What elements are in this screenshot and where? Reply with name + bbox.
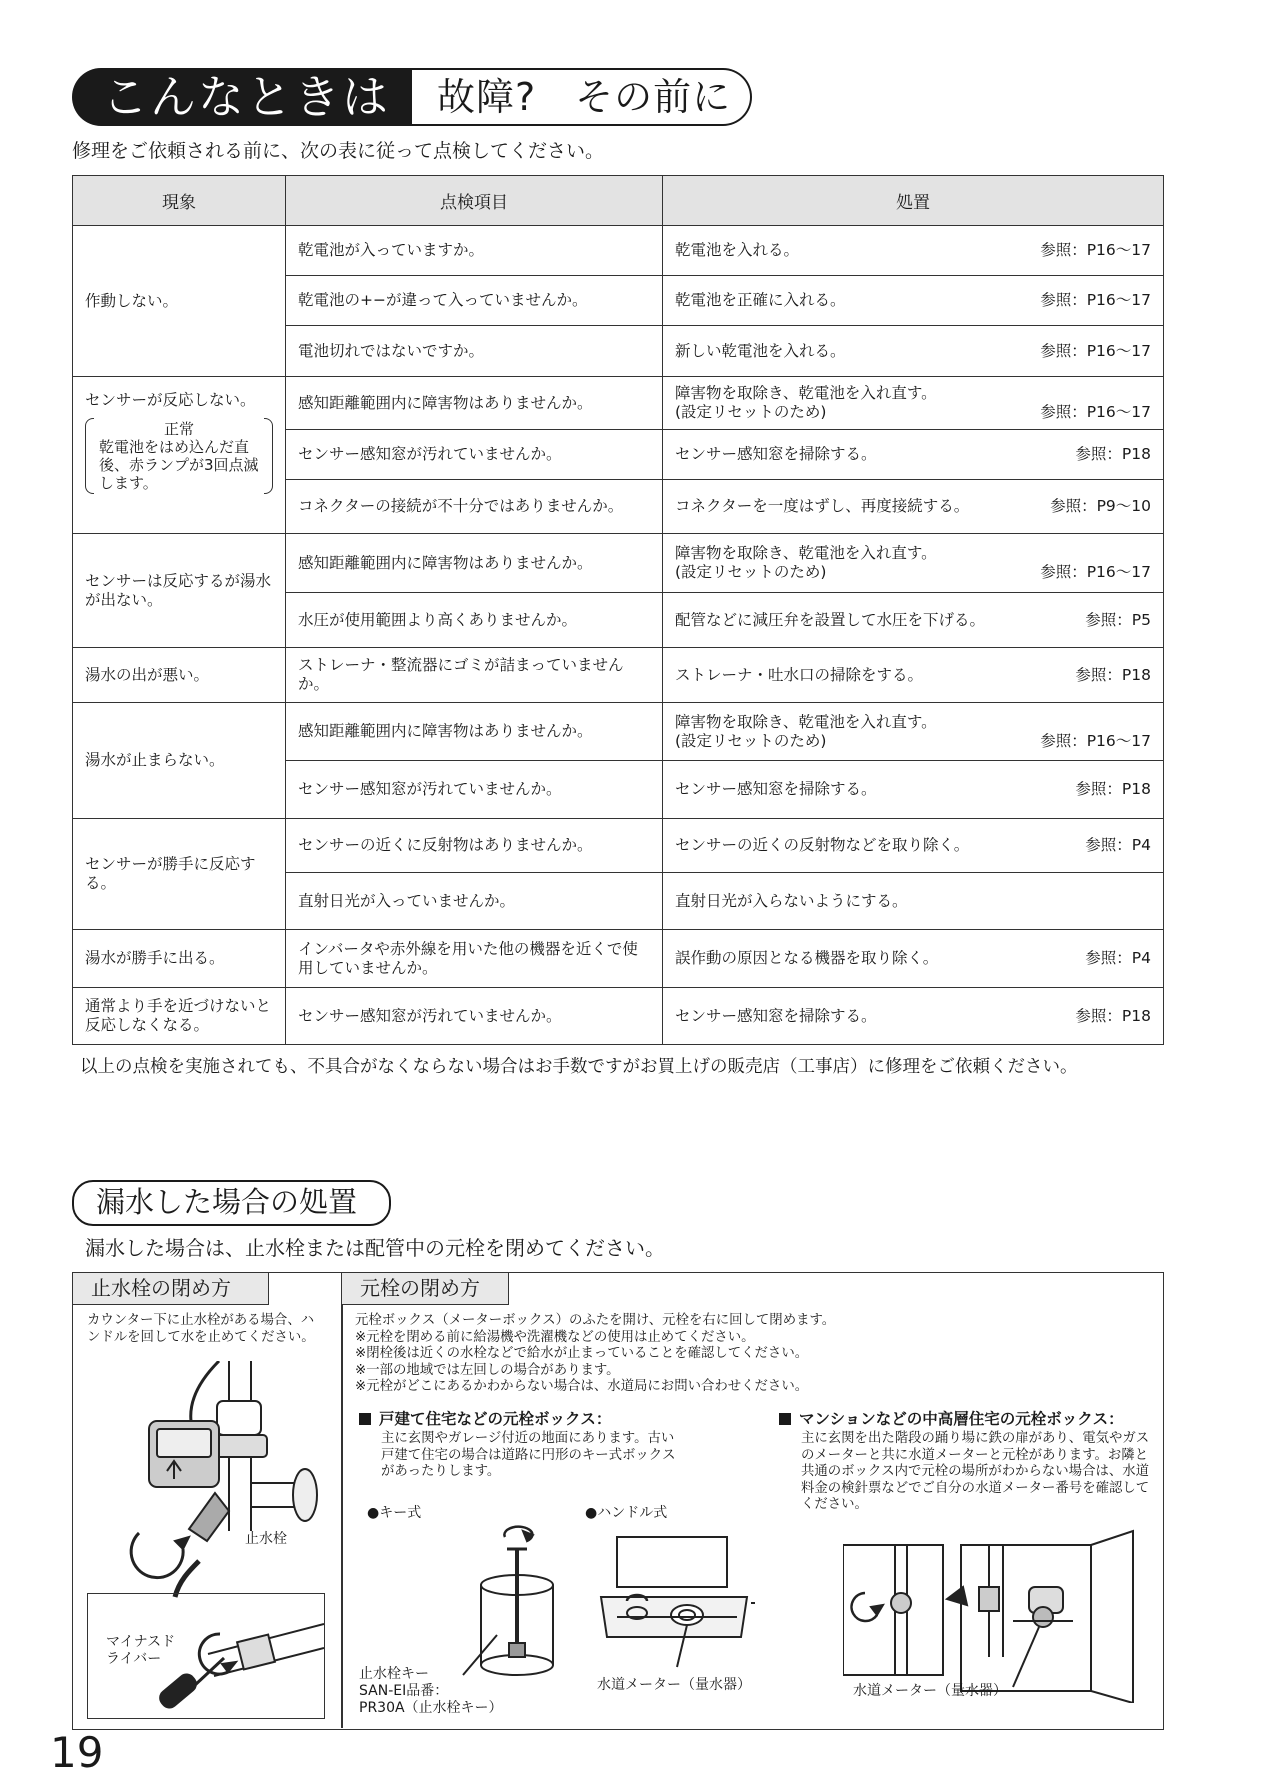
check-cell: 電池切れではないですか。 xyxy=(286,326,663,377)
main-valve-instructions xyxy=(355,1313,1145,1396)
action-text: 障害物を取除き、乾電池を入れ直す。 xyxy=(675,712,937,731)
apt-box-heading xyxy=(779,1407,1124,1429)
meter-label: 水道メーター（量水器） xyxy=(597,1677,751,1693)
stop-valve-text: カウンター下に止水栓がある場合、ハンドルを回して水を止めてください。 xyxy=(87,1313,315,1345)
check-cell: インバータや赤外線を用いた他の機器を近くで使用していませんか。 xyxy=(286,930,663,988)
tab-stop-valve: 止水栓の閉め方 xyxy=(73,1273,269,1305)
action-text-2: (設定リセットのため) xyxy=(675,403,827,421)
action-text: センサー感知窓を掃除する。 xyxy=(675,780,877,798)
page-reference: 参照：P4 xyxy=(1085,949,1151,967)
troubleshooting-table xyxy=(72,175,1164,1045)
action-cell xyxy=(663,819,1164,873)
table-header-row xyxy=(73,176,1164,226)
table-row xyxy=(73,377,1164,430)
note-bracket xyxy=(85,418,273,494)
page-reference: 参照：P18 xyxy=(1075,780,1151,798)
action-text: 誤作動の原因となる機器を取り除く。 xyxy=(675,949,939,967)
action-text: 障害物を取除き、乾電池を入れ直す。 xyxy=(675,384,937,402)
page-reference: 参照：P16〜17 xyxy=(1040,241,1151,259)
action-text: 乾電池を正確に入れる。 xyxy=(675,291,846,309)
check-cell: センサー感知窓が汚れていませんか。 xyxy=(286,761,663,819)
column-divider xyxy=(341,1273,343,1728)
action-cell xyxy=(663,648,1164,703)
check-cell: 直射日光が入っていませんか。 xyxy=(286,873,663,930)
page-reference: 参照：P16〜17 xyxy=(1040,403,1151,421)
page-title xyxy=(72,68,762,126)
check-cell: 感知距離範囲内に障害物はありませんか。 xyxy=(286,703,663,761)
page-reference: 参照：P16〜17 xyxy=(1040,563,1151,581)
action-text: コネクターを一度はずし、再度接続する。 xyxy=(675,497,970,515)
action-text-2: (設定リセットのため) xyxy=(675,563,827,581)
action-cell xyxy=(663,226,1164,276)
repair-footnote: 以上の点検を実施されても、不具合がなくならない場合はお手数ですがお買上げの販売店（工事店）に修理をご依頼ください。 xyxy=(80,1057,1078,1077)
check-cell: センサー感知窓が汚れていませんか。 xyxy=(286,430,663,480)
check-cell: 感知距離範囲内に障害物はありませんか。 xyxy=(286,377,663,430)
symptom-cell: センサーは反応するが湯水が出ない。 xyxy=(73,534,286,648)
key-type-label: ●キー式 xyxy=(367,1505,422,1521)
table-row xyxy=(73,988,1164,1045)
leak-instructions-box xyxy=(72,1272,1164,1730)
apt-box-title: マンションなどの中高層住宅の元栓ボックス： xyxy=(799,1410,1124,1428)
square-bullet-icon xyxy=(779,1413,791,1425)
check-cell: 感知距離範囲内に障害物はありませんか。 xyxy=(286,534,663,593)
main-valve-line: ※元栓がどこにあるかわからない場合は、水道局にお問い合わせください。 xyxy=(355,1379,809,1394)
action-cell xyxy=(663,593,1164,648)
check-cell: 水圧が使用範囲より高くありませんか。 xyxy=(286,593,663,648)
action-text: 乾電池を入れる。 xyxy=(675,241,800,259)
symptom-cell: 湯水が勝手に出る。 xyxy=(73,930,286,988)
main-valve-line: ※閉栓後は近くの水栓などで給水が止まっていることを確認してください。 xyxy=(355,1346,809,1361)
action-cell xyxy=(663,326,1164,377)
symptom-cell: 作動しない。 xyxy=(73,226,286,377)
page-reference: 参照：P18 xyxy=(1075,665,1151,684)
table-row xyxy=(73,648,1164,703)
header-action: 処置 xyxy=(663,176,1164,226)
house-box-text: 主に玄関やガレージ付近の地面にあります。古い戸建て住宅の場合は道路に円形のキー式ボックスがあったりします。 xyxy=(381,1431,676,1479)
page-reference: 参照：P16〜17 xyxy=(1040,341,1151,360)
page-reference: 参照：P9〜10 xyxy=(1050,497,1151,515)
main-valve-line: ※元栓を閉める前に給湯機や洗濯機などの使用は止めてください。 xyxy=(355,1329,755,1345)
title-main: こんなときは xyxy=(72,68,412,126)
action-cell xyxy=(663,761,1164,819)
main-valve-line: 元栓ボックス（メーターボックス）のふたを開け、元栓を右に回して閉めます。 xyxy=(355,1313,836,1328)
header-symptom: 現象 xyxy=(73,176,286,226)
page-reference: 参照：P4 xyxy=(1085,836,1151,854)
stop-valve-illustration xyxy=(79,1361,337,1601)
table-row xyxy=(73,930,1164,988)
leak-section-title: 漏水した場合の処置 xyxy=(72,1180,391,1226)
symptom-cell xyxy=(73,377,286,534)
action-text: 新しい乾電池を入れる。 xyxy=(675,341,846,360)
action-cell xyxy=(663,534,1164,593)
table-row xyxy=(73,703,1164,761)
house-box-heading xyxy=(359,1407,611,1429)
check-cell: 乾電池の+−が違って入っていませんか。 xyxy=(286,276,663,326)
table-row xyxy=(73,226,1164,276)
driver-label: マイナスドライバー xyxy=(106,1634,176,1667)
handle-type-label: ●ハンドル式 xyxy=(585,1505,668,1521)
square-bullet-icon xyxy=(359,1413,371,1425)
apt-meter-label: 水道メーター（量水器） xyxy=(853,1683,1007,1699)
check-cell: コネクターの接続が不十分ではありませんか。 xyxy=(286,480,663,534)
page-reference: 参照：P16〜17 xyxy=(1040,731,1151,750)
action-cell xyxy=(663,276,1164,326)
symptom-cell: 通常より手を近づけないと反応しなくなる。 xyxy=(73,988,286,1045)
check-cell: センサー感知窓が汚れていませんか。 xyxy=(286,988,663,1045)
apartment-box-illustration xyxy=(843,1527,1143,1703)
page-reference: 参照：P16〜17 xyxy=(1040,291,1151,309)
leak-intro: 漏水した場合は、止水栓または配管中の元栓を閉めてください。 xyxy=(85,1236,665,1260)
action-cell xyxy=(663,930,1164,988)
action-cell xyxy=(663,873,1164,930)
action-text: ストレーナ・吐水口の掃除をする。 xyxy=(675,665,924,684)
symptom-cell: センサーが勝手に反応する。 xyxy=(73,819,286,930)
note-title: 正常 xyxy=(163,420,194,438)
driver-inset xyxy=(87,1593,325,1719)
key-label-line: SAN-EI品番： xyxy=(359,1683,449,1699)
main-valve-line: ※一部の地域では左回しの場合があります。 xyxy=(355,1362,620,1378)
page-reference: 参照：P18 xyxy=(1075,445,1151,463)
handle-box-illustration xyxy=(597,1527,755,1677)
header-check: 点検項目 xyxy=(286,176,663,226)
page-number: 19 xyxy=(50,1728,104,1777)
action-cell xyxy=(663,480,1164,534)
tab-main-valve: 元栓の閉め方 xyxy=(341,1273,509,1305)
page-reference: 参照：P5 xyxy=(1085,610,1151,629)
action-text: センサー感知窓を掃除する。 xyxy=(675,445,877,463)
key-box-illustration xyxy=(453,1525,573,1685)
page-reference: 参照：P18 xyxy=(1075,1006,1151,1025)
key-label-line: PR30A（止水栓キー） xyxy=(359,1700,503,1716)
action-text: センサー感知窓を掃除する。 xyxy=(675,1006,877,1025)
action-cell xyxy=(663,988,1164,1045)
table-row xyxy=(73,819,1164,873)
key-label-line: 止水栓キー xyxy=(359,1666,429,1682)
title-sub: 故障? その前に xyxy=(407,68,752,126)
key-label xyxy=(359,1666,503,1717)
action-text: 配管などに減圧弁を設置して水圧を下げる。 xyxy=(675,610,986,629)
check-cell: 乾電池が入っていますか。 xyxy=(286,226,663,276)
apt-box-text: 主に玄関を出た階段の踊り場に鉄の扉があり、電気やガスのメーターと共に水道メーターと元栓があります。お隣と共通のボックス内で元栓の場所がわからない場合は、水道料金の検針票などでご自分の水道メーター番号を確認してください。 xyxy=(801,1431,1150,1512)
check-cell: ストレーナ・整流器にゴミが詰まっていませんか。 xyxy=(286,648,663,703)
house-box-title: 戸建て住宅などの元栓ボックス： xyxy=(379,1410,612,1428)
symptom-text: センサーが反応しない。 xyxy=(85,391,256,409)
symptom-cell: 湯水が止まらない。 xyxy=(73,703,286,819)
table-row xyxy=(73,534,1164,593)
action-cell xyxy=(663,377,1164,430)
symptom-cell: 湯水の出が悪い。 xyxy=(73,648,286,703)
check-cell: センサーの近くに反射物はありませんか。 xyxy=(286,819,663,873)
action-cell xyxy=(663,430,1164,480)
action-text: 直射日光が入らないようにする。 xyxy=(675,891,908,910)
action-text: センサーの近くの反射物などを取り除く。 xyxy=(675,836,970,854)
intro-text: 修理をご依頼される前に、次の表に従って点検してください。 xyxy=(72,140,605,162)
action-cell xyxy=(663,703,1164,761)
action-text: 障害物を取除き、乾電池を入れ直す。 xyxy=(675,544,937,562)
note-body: 乾電池をはめ込んだ直後、赤ランプが3回点滅します。 xyxy=(99,438,259,492)
stop-valve-label: 止水栓 xyxy=(245,1531,287,1547)
action-text-2: (設定リセットのため) xyxy=(675,731,827,750)
